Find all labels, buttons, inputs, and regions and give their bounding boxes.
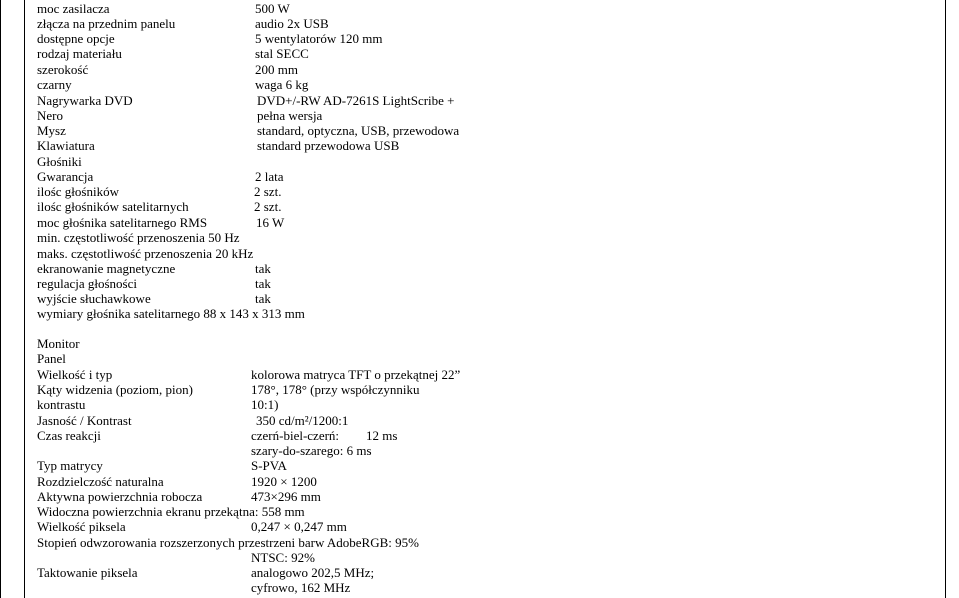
spec-value: standard, optyczna, USB, przewodowa	[257, 123, 460, 138]
spec-label: Nero	[37, 108, 63, 123]
spec-value: DVD+/-RW AD-7261S LightScribe +	[257, 93, 455, 108]
spec-label: Klawiatura	[37, 138, 95, 153]
spec-value: 0,247 × 0,247 mm	[251, 519, 347, 534]
spec-value: 178°, 178° (przy współczynniku	[251, 382, 420, 397]
spec-label: Typ matrycy	[37, 458, 103, 473]
spec-value: tak	[255, 276, 271, 291]
spec-value: 2 lata	[255, 169, 284, 184]
section-subheading: Panel	[37, 351, 66, 366]
spec-label: ekranowanie magnetyczne	[37, 261, 176, 276]
spec-label: Aktywna powierzchnia robocza	[37, 489, 203, 504]
spec-value: standard przewodowa USB	[257, 138, 400, 153]
spec-line: wymiary głośnika satelitarnego 88 x 143 x 313 mm	[37, 306, 305, 321]
spec-value: 10:1)	[251, 397, 279, 412]
spec-value: 16 W	[256, 215, 285, 230]
spec-label: Rozdzielczość naturalna	[37, 474, 164, 489]
spec-value: pełna wersja	[257, 108, 323, 123]
spec-label: Jasność / Kontrast	[37, 413, 132, 428]
spec-value: S-PVA	[251, 458, 287, 473]
spec-label: ilośc głośników satelitarnych	[37, 199, 189, 214]
spec-label: kontrastu	[37, 397, 86, 412]
spec-label: ilośc głośników	[37, 184, 119, 199]
spec-label: Wielkość piksela	[37, 519, 126, 534]
spec-value: 200 mm	[255, 62, 298, 77]
spec-value: 473×296 mm	[251, 489, 321, 504]
spec-label: Taktowanie piksela	[37, 565, 138, 580]
spec-value: 12 ms	[366, 428, 398, 443]
spec-value: 5 wentylatorów 120 mm	[255, 31, 383, 46]
spec-value: szary-do-szarego: 6 ms	[251, 443, 372, 458]
spec-value: tak	[255, 291, 271, 306]
spec-value: audio 2x USB	[255, 16, 329, 31]
spec-label: dostępne opcje	[37, 31, 115, 46]
table-left-border	[24, 0, 25, 598]
spec-value: 2 szt.	[254, 184, 282, 199]
section-heading: Monitor	[37, 336, 80, 351]
spec-label: Mysz	[37, 123, 66, 138]
spec-value: 350 cd/m²/1200:1	[256, 413, 349, 428]
spec-label: Czas reakcji	[37, 428, 101, 443]
spec-label: Kąty widzenia (poziom, pion)	[37, 382, 193, 397]
spec-line: min. częstotliwość przenoszenia 50 Hz	[37, 230, 240, 245]
spec-value: 2 szt.	[254, 199, 282, 214]
spec-label: złącza na przednim panelu	[37, 16, 176, 31]
section-heading: Głośniki	[37, 154, 82, 169]
spec-line: maks. częstotliwość przenoszenia 20 kHz	[37, 246, 254, 261]
spec-value: tak	[255, 261, 271, 276]
spec-label: moc zasilacza	[37, 1, 110, 16]
spec-value: stal SECC	[255, 46, 309, 61]
spec-value: cyfrowo, 162 MHz	[251, 580, 351, 595]
spec-line: Stopień odwzorowania rozszerzonych przestrzeni barw AdobeRGB: 95%	[37, 535, 419, 550]
spec-value: waga 6 kg	[255, 77, 309, 92]
spec-value: analogowo 202,5 MHz;	[251, 565, 375, 580]
spec-value: 1920 × 1200	[251, 474, 317, 489]
spec-label: rodzaj materiału	[37, 46, 122, 61]
spec-value: NTSC: 92%	[251, 550, 315, 565]
table-right-border	[945, 0, 946, 598]
spec-value: czerń-biel-czerń:	[251, 428, 340, 443]
spec-label: wyjście słuchawkowe	[37, 291, 151, 306]
spec-value: 500 W	[255, 1, 290, 16]
spec-label: Nagrywarka DVD	[37, 93, 133, 108]
spec-label: regulacja głośności	[37, 276, 137, 291]
spec-line: Widoczna powierzchnia ekranu przekątna: 558 mm	[37, 504, 305, 519]
spec-value: kolorowa matryca TFT o przekątnej 22”	[251, 367, 461, 382]
spec-label: czarny	[37, 77, 72, 92]
spec-label: szerokość	[37, 62, 89, 77]
spec-label: Gwarancja	[37, 169, 94, 184]
spec-label: Wielkość i typ	[37, 367, 113, 382]
spec-label: moc głośnika satelitarnego RMS	[37, 215, 208, 230]
